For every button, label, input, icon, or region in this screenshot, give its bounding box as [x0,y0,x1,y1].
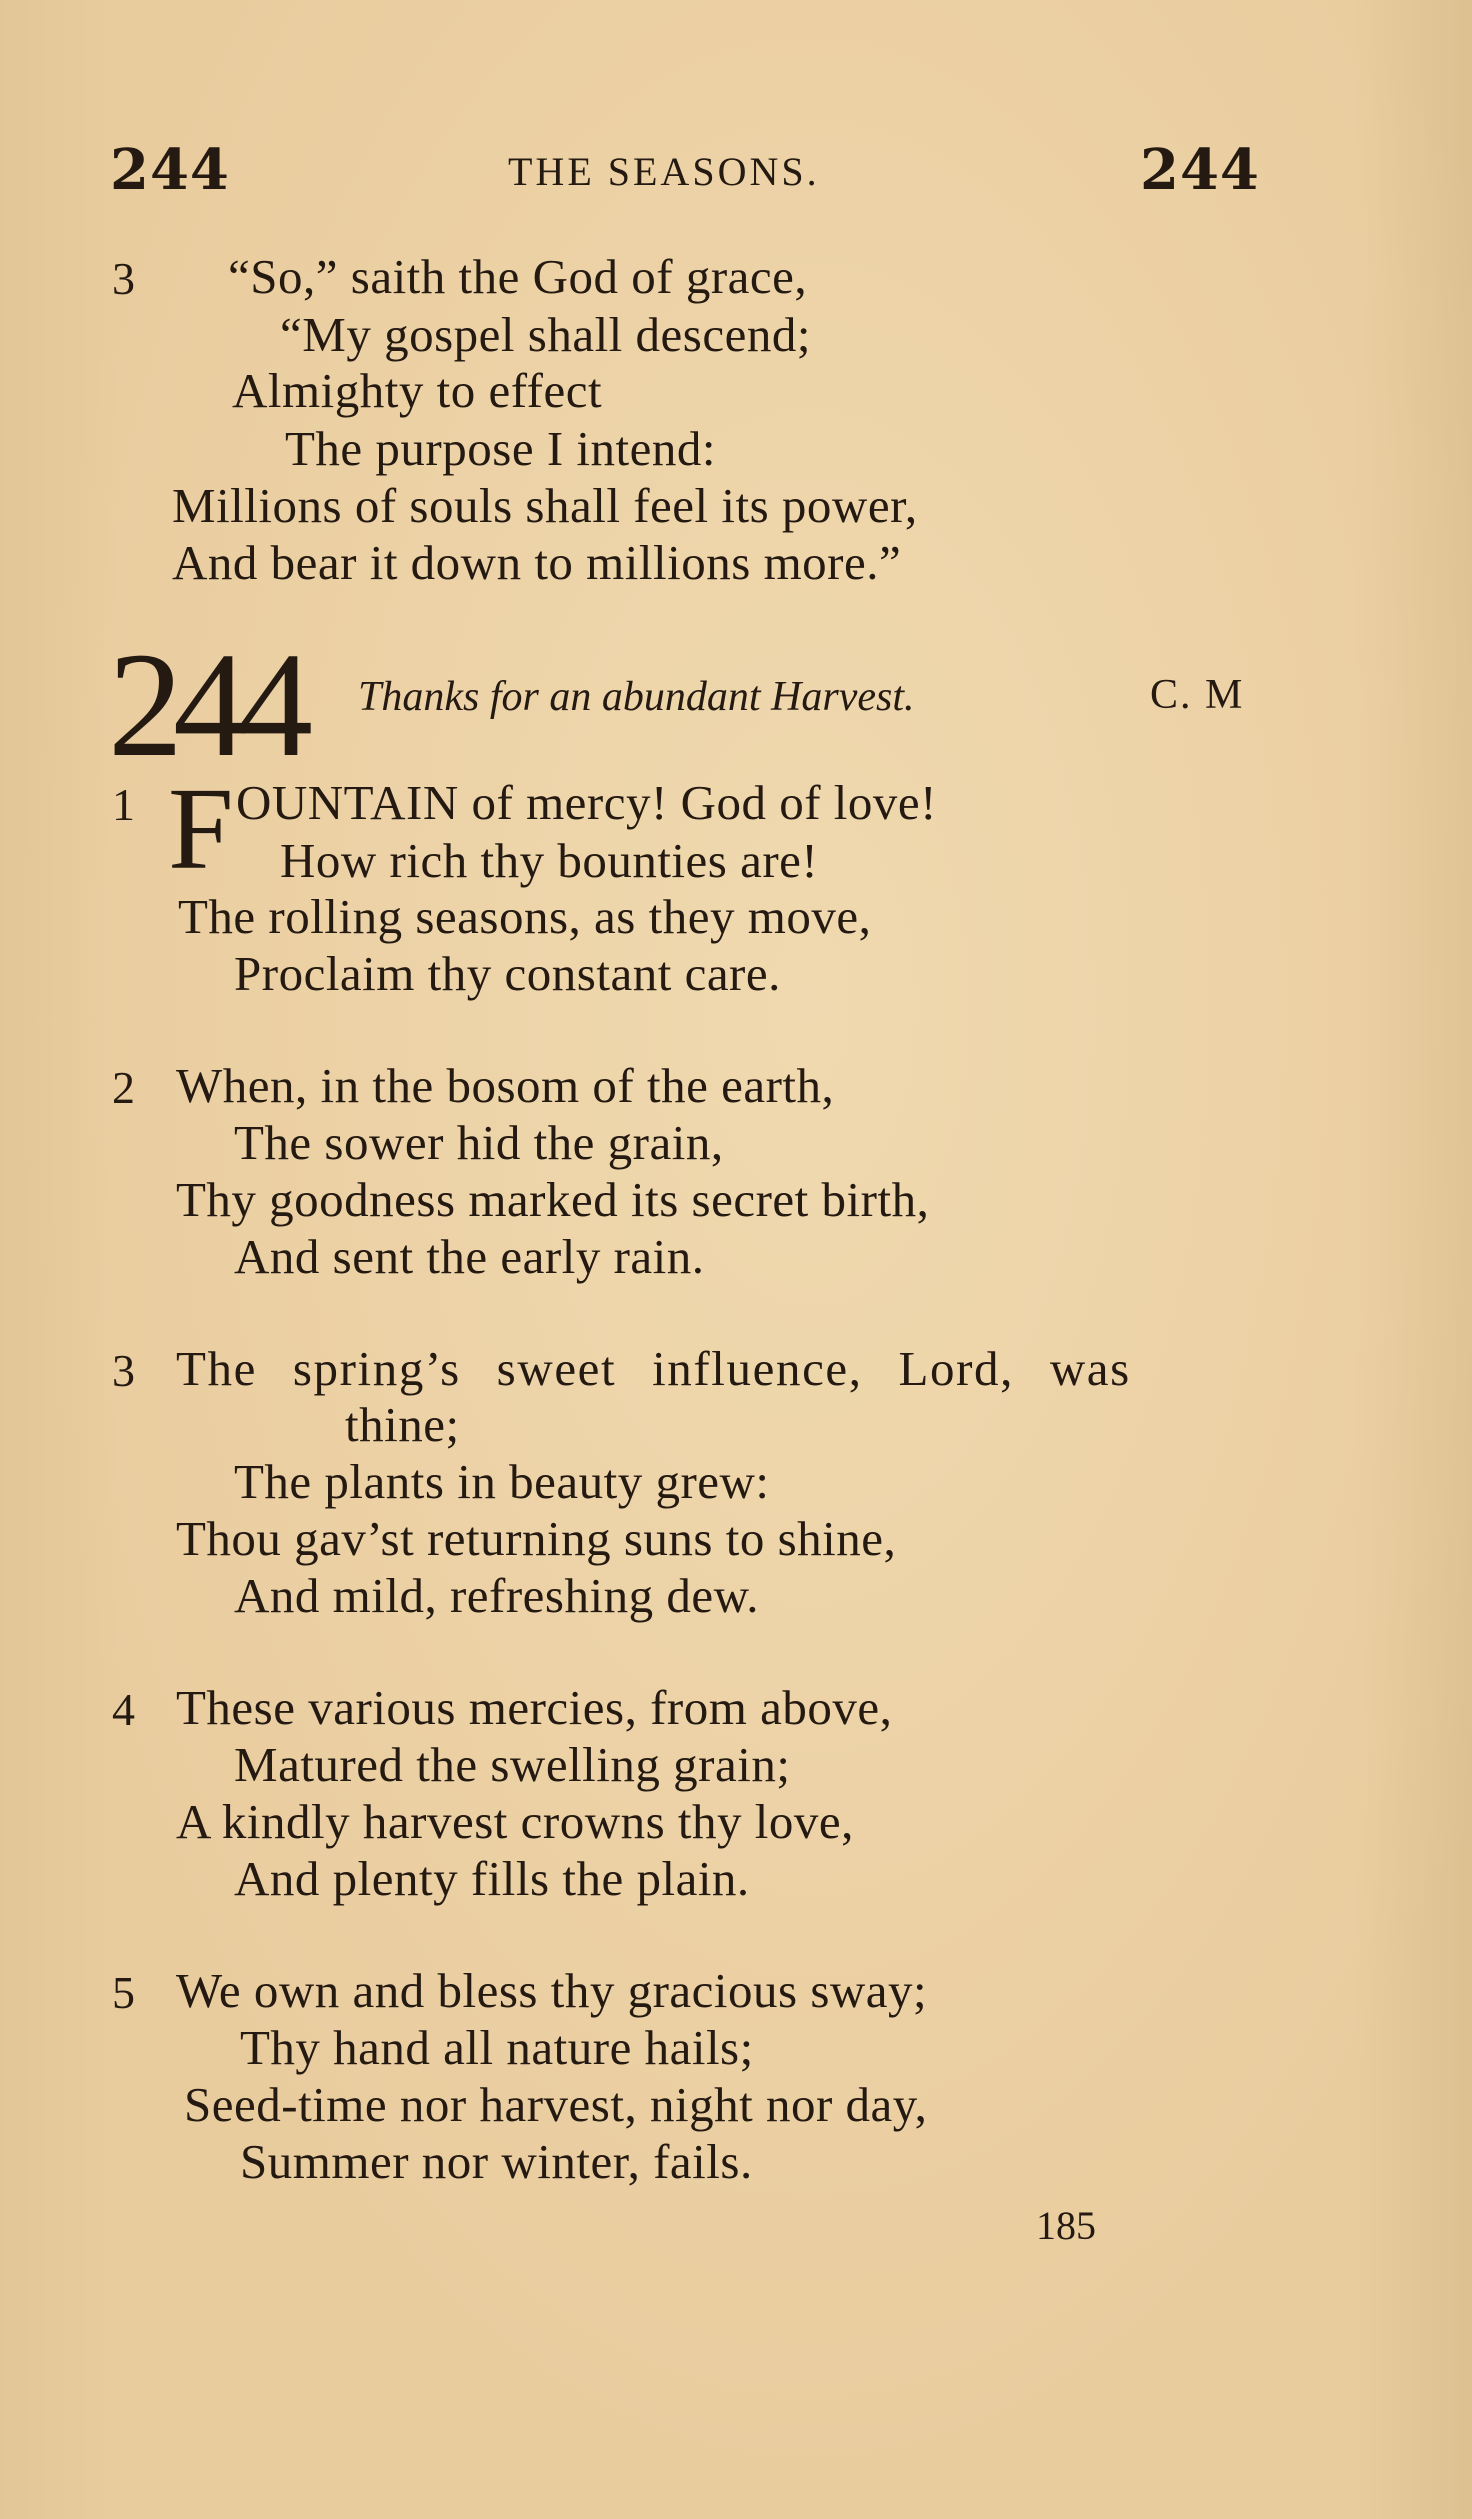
stanza-line: thine; [345,1397,460,1452]
prev-stanza-line: And bear it down to millions more.” [172,535,902,590]
prev-stanza-number: 3 [112,253,135,304]
stanza-line: Thou gav’st returning suns to shine, [176,1511,897,1566]
prev-stanza-line: Millions of souls shall feel its power, [172,478,918,533]
prev-stanza-line: “So,” saith the God of grace, [228,249,808,304]
stanza-line: The rolling seasons, as they move, [178,889,872,944]
stanza-line: And plenty fills the plain. [234,1851,750,1906]
hymn-number: 244 [108,622,303,788]
stanza-line: Seed-time nor harvest, night nor day, [184,2077,928,2132]
prev-stanza-line: Almighty to effect [232,363,603,418]
drop-cap: F [168,763,234,894]
stanza-line: And sent the early rain. [234,1229,705,1284]
page-number: 185 [1036,2203,1096,2248]
stanza-line: Thy goodness marked its secret birth, [176,1172,930,1227]
stanza-number: 2 [112,1062,135,1113]
stanza-line: The spring’s sweet influence, Lord, was [176,1341,1131,1396]
stanza-line: Matured the swelling grain; [234,1737,791,1792]
header-left-number: 244 [110,137,230,203]
stanza-line: The sower hid the grain, [234,1115,724,1170]
stanza-line: We own and bless thy gracious sway; [176,1963,928,2018]
stanza-line: Proclaim thy constant care. [234,946,781,1001]
stanza-line: OUNTAIN of mercy! God of love! [236,775,937,830]
header-right-number: 244 [1140,137,1260,203]
stanza-line: And mild, refreshing dew. [234,1568,760,1623]
prev-stanza-line: “My gospel shall descend; [280,307,811,362]
stanza-line: Summer nor winter, fails. [240,2134,753,2189]
hymn-meter: C. M [1150,672,1245,718]
header-title: THE SEASONS. [508,149,820,194]
stanza-line: When, in the bosom of the earth, [176,1058,835,1113]
stanza-line: How rich thy bounties are! [280,833,819,888]
prev-stanza-line: The purpose I intend: [285,421,716,476]
stanza-number: 1 [112,779,135,830]
stanza-line: A kindly harvest crowns thy love, [176,1794,854,1849]
stanza-line: These various mercies, from above, [176,1680,893,1735]
hymn-title: Thanks for an abundant Harvest. [358,674,915,720]
stanza-number: 5 [112,1967,135,2018]
stanza-line: Thy hand all nature hails; [240,2020,754,2075]
stanza-number: 4 [112,1684,135,1735]
stanza-number: 3 [112,1345,135,1396]
stanza-line: The plants in beauty grew: [234,1454,770,1509]
